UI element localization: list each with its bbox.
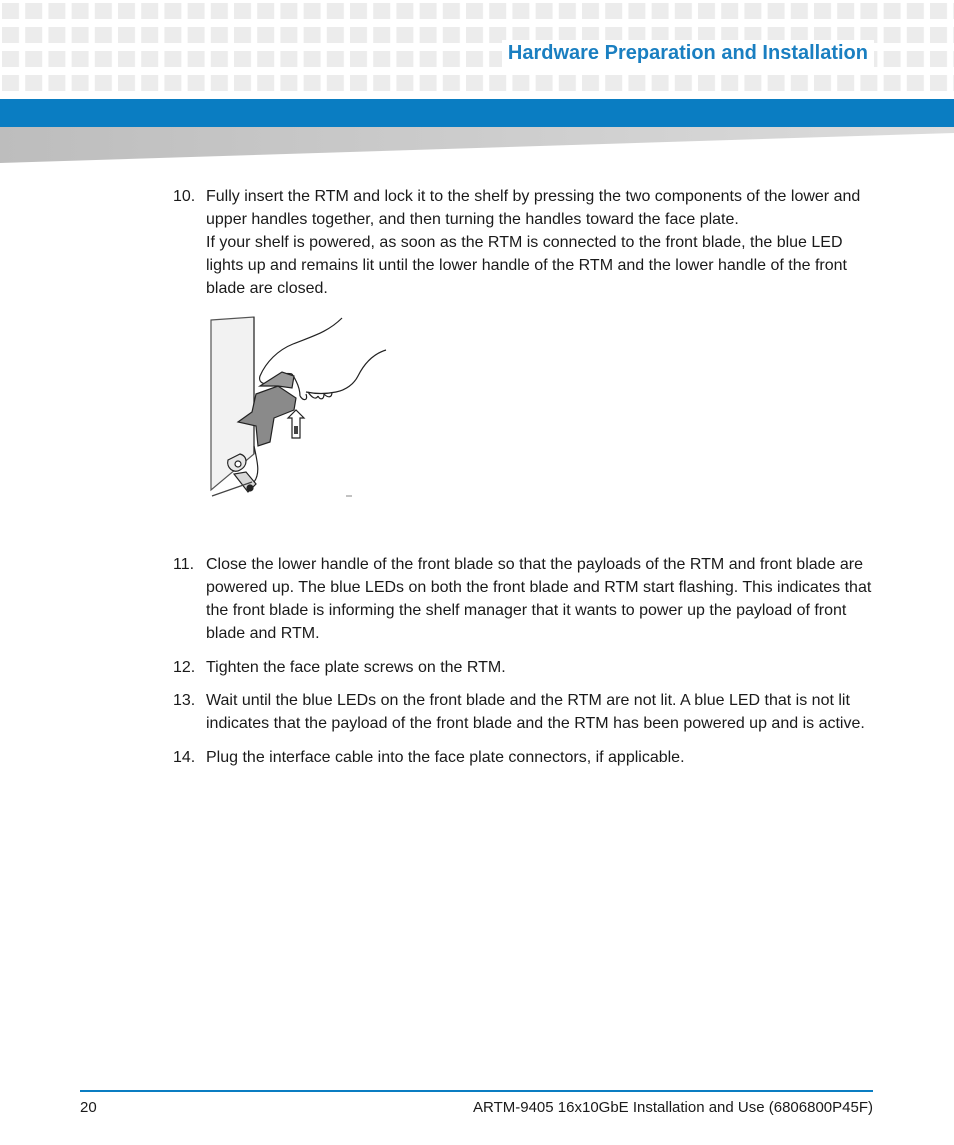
step-12	[173, 656, 883, 679]
step-number: 14.	[173, 749, 196, 766]
header-pattern	[0, 0, 954, 96]
step-number: 12.	[173, 659, 196, 676]
step-note: If your shelf is powered, as soon as the RTM is connected to the front blade, the blue LED lights up and remains lit until the lower handle of the RTM and the lower handle of the front blade are closed.	[206, 234, 847, 297]
section-title: Hardware Preparation and Installation	[502, 40, 874, 67]
step-number: 11.	[173, 556, 195, 573]
step-body	[206, 656, 876, 679]
step-body	[206, 185, 876, 300]
header-blue-band	[0, 99, 954, 127]
document-reference: ARTM-9405 16x10GbE Installation and Use (6806800P45F)	[473, 1099, 873, 1116]
footer-rule	[80, 1090, 873, 1092]
page-number: 20	[80, 1099, 97, 1116]
step-text: Tighten the face plate screws on the RTM.	[206, 659, 506, 676]
step-text: Fully insert the RTM and lock it to the shelf by pressing the two components of the lower and upper handles together, and then turning the handles toward the face plate.	[206, 188, 861, 228]
step-14	[173, 746, 883, 769]
step-10	[173, 185, 883, 300]
step-13	[173, 689, 883, 735]
step-number: 13.	[173, 692, 196, 709]
header-grey-wedge	[0, 127, 954, 163]
step-11	[173, 553, 883, 645]
step-body	[206, 553, 876, 645]
step-body	[206, 689, 876, 735]
hand-closing-rtm-handle-illustration	[208, 314, 393, 504]
step-text: Close the lower handle of the front blade so that the payloads of the RTM and front blade are powered up. The blue LEDs on both the front blade and RTM start flashing. This indicates that the front blade is informing the shelf manager that it wants to power up the payload of front blade and RTM.	[206, 556, 872, 642]
step-text: Wait until the blue LEDs on the front blade and the RTM are not lit. A blue LED that is not lit indicates that the payload of the front blade and the RTM has been powered up and is active.	[206, 692, 865, 732]
step-number: 10.	[173, 188, 196, 205]
step-body	[206, 746, 876, 769]
step-text: Plug the interface cable into the face plate connectors, if applicable.	[206, 749, 685, 766]
